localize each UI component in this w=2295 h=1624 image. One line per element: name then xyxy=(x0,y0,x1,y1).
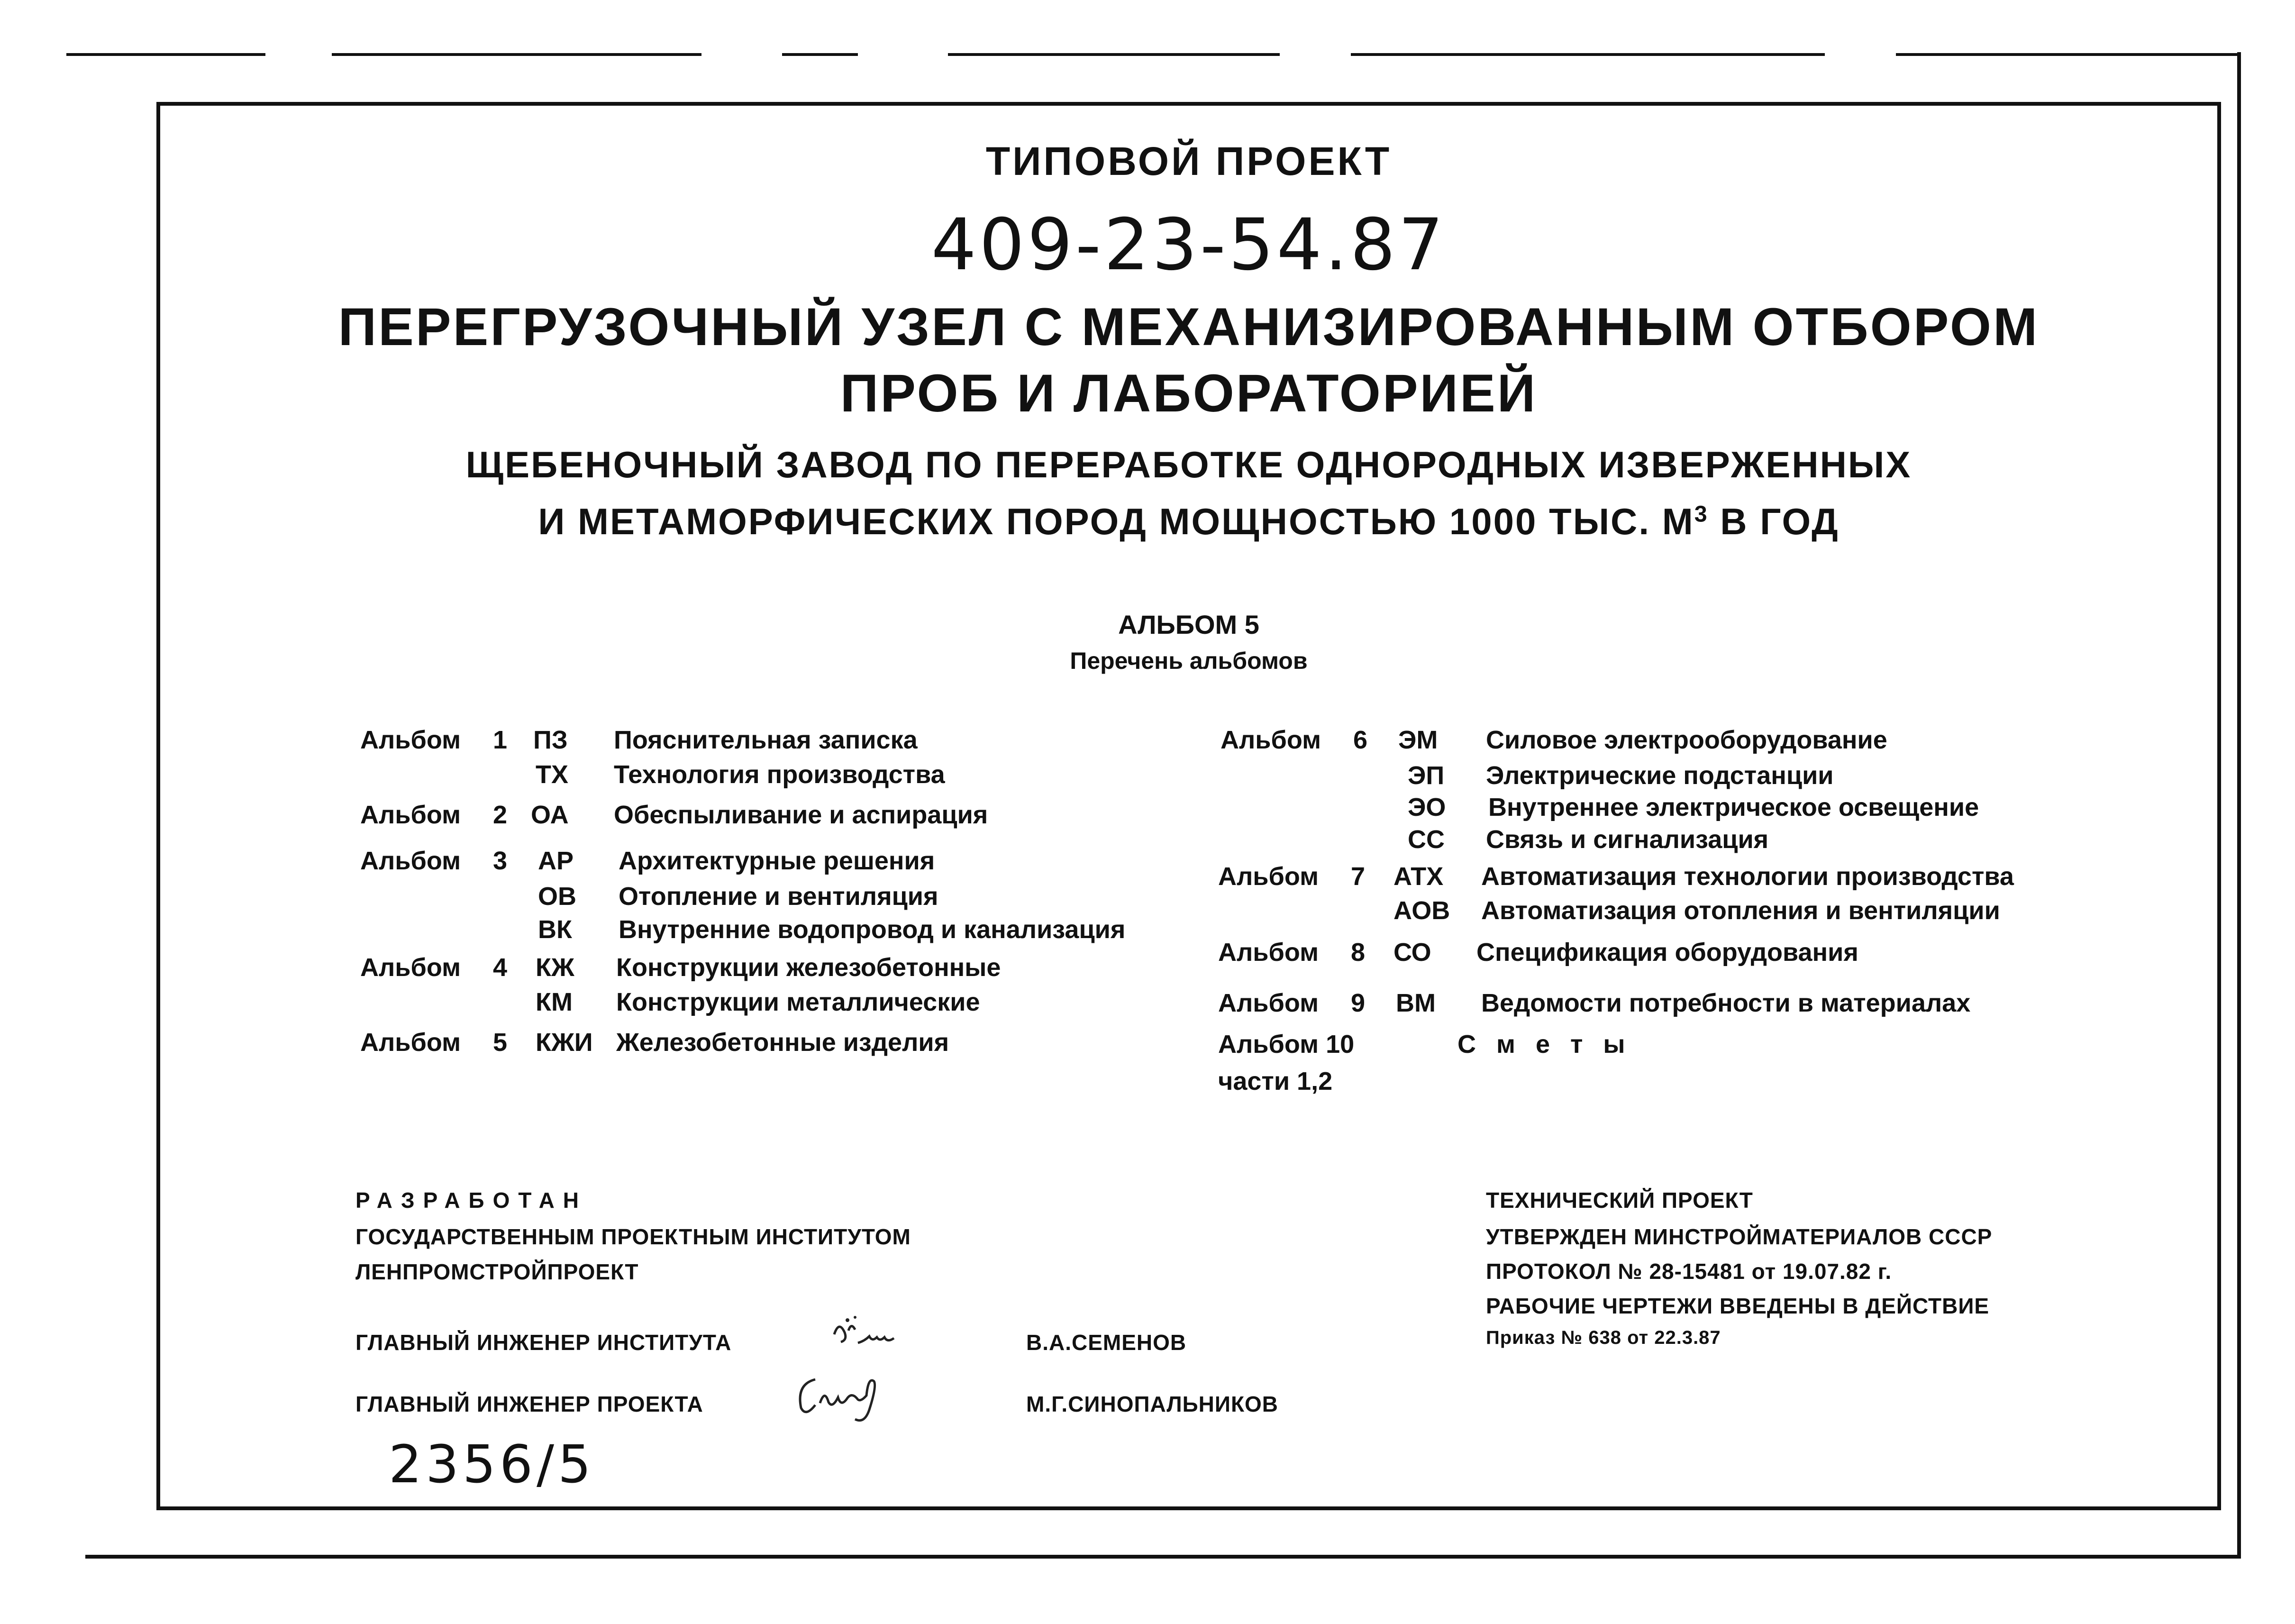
project-title-line2: ПРОБ И ЛАБОРАТОРИЕЙ xyxy=(840,364,1538,423)
chief-engineer-project-role: ГЛАВНЫЙ ИНЖЕНЕР ПРОЕКТА xyxy=(355,1392,703,1416)
signature-semenov xyxy=(825,1306,948,1363)
signature-sinopalnikov xyxy=(787,1365,929,1432)
album-list-title: Перечень альбомов xyxy=(1070,648,1308,674)
approval-line3: ПРОТОКОЛ № 28-15481 от 19.07.82 г. xyxy=(1486,1259,1892,1284)
approval-line1: ТЕХНИЧЕСКИЙ ПРОЕКТ xyxy=(1486,1188,1753,1213)
inventory-number: 2356/5 xyxy=(389,1434,595,1495)
project-title-line1: ПЕРЕГРУЗОЧНЫЙ УЗЕЛ С МЕХАНИЗИРОВАННЫМ ОТБОРОМ xyxy=(338,297,2040,356)
album-label: АЛЬБОМ 5 xyxy=(1118,610,1259,639)
project-code: 409-23-54.87 xyxy=(931,204,1447,286)
approval-line2: УТВЕРЖДЕН МИНСТРОЙМАТЕРИАЛОВ СССР xyxy=(1486,1224,1993,1249)
project-subtitle-line1: ЩЕБЕНОЧНЫЙ ЗАВОД ПО ПЕРЕРАБОТКЕ ОДНОРОДНЫХ ИЗВЕРЖЕННЫХ xyxy=(465,444,1912,485)
cubic-superscript: 3 xyxy=(1694,501,1709,527)
approval-line4: РАБОЧИЕ ЧЕРТЕЖИ ВВЕДЕНЫ В ДЕЙСТВИЕ xyxy=(1486,1294,1990,1318)
chief-engineer-institute-name: В.А.СЕМЕНОВ xyxy=(1026,1330,1187,1355)
developer-line1: ГОСУДАРСТВЕННЫМ ПРОЕКТНЫМ ИНСТИТУТОМ xyxy=(355,1224,911,1249)
chief-engineer-institute-role: ГЛАВНЫЙ ИНЖЕНЕР ИНСТИТУТА xyxy=(355,1330,732,1355)
chief-engineer-project-name: М.Г.СИНОПАЛЬНИКОВ xyxy=(1026,1392,1279,1416)
developer-label: РАЗРАБОТАН xyxy=(355,1188,588,1213)
developer-line2: ЛЕНПРОМСТРОЙПРОЕКТ xyxy=(355,1259,639,1284)
project-subtitle-line2: И МЕТАМОРФИЧЕСКИХ ПОРОД МОЩНОСТЬЮ 1000 ТЫС. $М^3$ В ГОД xyxy=(538,501,1840,542)
project-type-title: ТИПОВОЙ ПРОЕКТ xyxy=(985,139,1392,183)
approval-line5: Приказ № 638 от 22.3.87 xyxy=(1486,1327,1721,1348)
